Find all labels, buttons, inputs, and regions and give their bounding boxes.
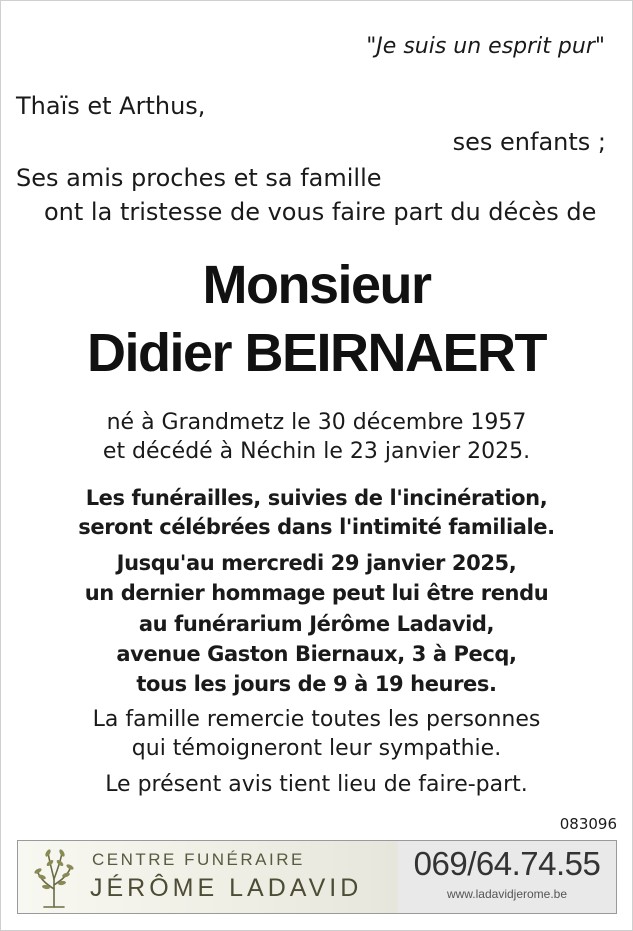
reference-number: 083096	[559, 815, 617, 833]
deceased-title: Monsieur	[202, 255, 431, 315]
deceased-name: Didier BEIRNAERT	[86, 323, 547, 383]
birth-info: né à Grandmetz le 30 décembre 1957	[106, 410, 527, 435]
thanks-line-1: La famille remercie toutes les personnes	[92, 707, 541, 732]
homage-line-3: au funérarium Jérôme Ladavid,	[138, 612, 495, 636]
family-line-2: ses enfants ;	[452, 128, 606, 156]
banner-brand-area	[18, 841, 398, 913]
phone-number[interactable]: 069/64.74.55	[413, 845, 601, 882]
banner-line-1: CENTRE FUNÉRAIRE	[92, 850, 305, 869]
faire-part-note: Le présent avis tient lieu de faire-part.	[105, 772, 528, 797]
death-info: et décédé à Néchin le 23 janvier 2025.	[102, 439, 531, 464]
banner-line-2: JÉRÔME LADAVID	[90, 874, 363, 902]
homage-line-5: tous les jours de 9 à 19 heures.	[136, 672, 497, 696]
quote: "Je suis un esprit pur"	[366, 34, 605, 59]
announcement-text: ont la tristesse de vous faire part du décès de	[44, 198, 597, 226]
homage-line-1: Jusqu'au mercredi 29 janvier 2025,	[116, 551, 517, 575]
homage-line-4: avenue Gaston Biernaux, 3 à Pecq,	[116, 642, 517, 666]
thanks-line-2: qui témoigneront leur sympathie.	[131, 736, 502, 761]
funeral-line-1: Les funérailles, suivies de l'incinération,	[85, 486, 548, 510]
family-line-3: Ses amis proches et sa famille	[16, 164, 382, 192]
olive-tree-icon	[26, 845, 82, 909]
homage-line-2: un dernier hommage peut lui être rendu	[84, 581, 549, 605]
banner-contact-area	[398, 841, 616, 913]
website-link[interactable]: www.ladavidjerome.be	[446, 887, 568, 901]
family-line-1: Thaïs et Arthus,	[16, 92, 206, 120]
funeral-home-banner	[17, 840, 617, 914]
funeral-line-2: seront célébrées dans l'intimité familiale.	[78, 515, 555, 539]
